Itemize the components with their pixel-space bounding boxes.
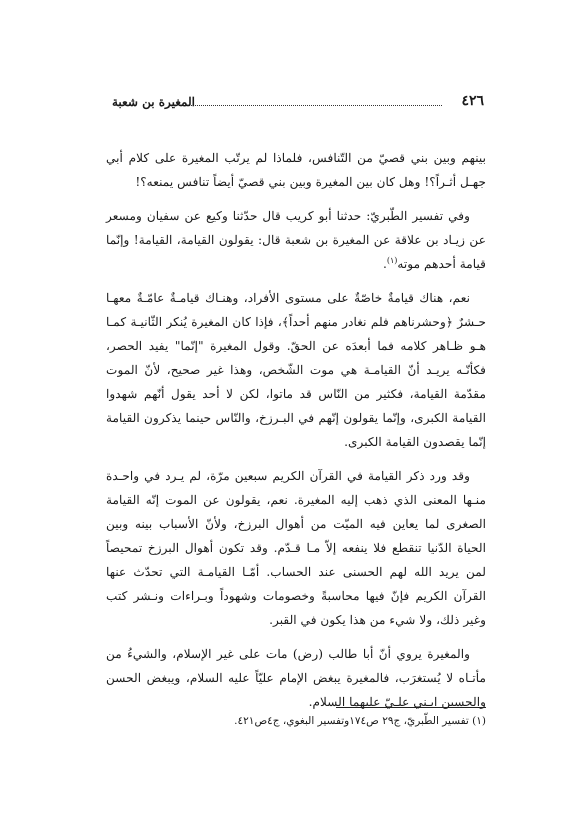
paragraph-2-text: وفي تفسير الطّبريّ: حدثنا أبو كريب قال حدّثنا وكيع عن سفيان ومسعر عن زيـاد بن علاقة عن المغيرة بن شعبة قال: يقولون القيامة، القيامة! وإنّما قيامة أحدهم موته [106,209,486,271]
footnote-separator [336,707,486,708]
footnote: (١) تفسير الطّبريّ، ج٢٩ ص١٧٤وتفسير البغوي، ج٤ص٤٢١. [234,715,486,727]
chapter-title: المغيرة بن شعبة [112,95,195,109]
body-text [106,146,486,724]
paragraph-2: وفي تفسير الطّبريّ: حدثنا أبو كريب قال حدّثنا وكيع عن سفيان ومسعر عن زيـاد بن علاقة عن المغيرة بن شعبة قال: يقولون القيامة، القيامة! وإنّما قيامة أحدهم موته$^{(١)}$. [106,209,486,271]
page-number: ٤٢٦ [461,93,484,109]
running-header [112,92,484,114]
paragraph-5: والمغيرة يروي أنّ أبا طالب (رض) مات على غير الإسلام، والشيءُ من مأتـاه لا يُستغرَب، فالمغيرة يبغض الإمام عليّاً عليه السلام، ويبغض الحسن والحسين ابـني علـيّ عليهما السلام. [106,647,486,709]
header-leader-dots [180,105,442,106]
footnote-reference[interactable]: (١) [386,255,398,265]
paragraph-3: نعم، هناك قيامةٌ خاصّةٌ على مستوى الأفراد، وهنـاك قيامـةٌ عامّـةٌ معهـا حـشرٌ ﴿وحشرناهم فلم نغادر منهم أحداً﴾، فإذا كان المغيرة يُنكر الثّانيـة كمـا هـو ظـاهر كلامه فما أبعدَه عن الحقّ. وقول المغيرة "إنّما" يفيد الحصر، فكأنّـه يريـد أنّ القيامـة هي موت الشّخص، وهذا غير صحيح، لأنّ الموت مقدّمة القيامة، فكثير من النّاس قد ماتوا، لكن لا أحد يقول أنّهم شهدوا القيامة الكبرى، وإنّما يقولون إنّهم في البـرزخ، والنّاس حينما يذكرون القيامة إنّما يقصدون القيامة الكبرى. [106,291,486,449]
paragraph-4: وقد ورد ذكر القيامة في القرآن الكريم سبعين مرّة، لم يـرد في واحـدة منـها المعنى الذي ذهب إليه المغيرة. نعم، يقولون عن الموت إنّه القيامة الصغرى لما يعاين فيه الميّت من أهوال البرزخ، ولأنّ الأسباب بينه وبين الحياة الدّنيا تنقطع فلا ينفعه إلاّ مـا قـدّم. وقد تكون أهوال البرزخ تمحيصاً لمن يريد الله لهم الحسنى عند الحساب. أمّـا القيامـة التي تحدّث عنها القرآن الكريم فإنّ فيها محاسبةً وخصومات وشهوداً وبـراءات ونـشر كتب وغير ذلك، ولا شيء من هذا يكون في القبر. [106,469,486,627]
paragraph-1: بينهم وبين بني قصيّ من التّنافس، فلماذا لم يرتّب المغيرة على كلام أبي جهـل أثـراً؟! وهل كان بين المغيرة وبين بني قصيّ أيضاً تنافس يمنعه؟! [106,151,486,189]
